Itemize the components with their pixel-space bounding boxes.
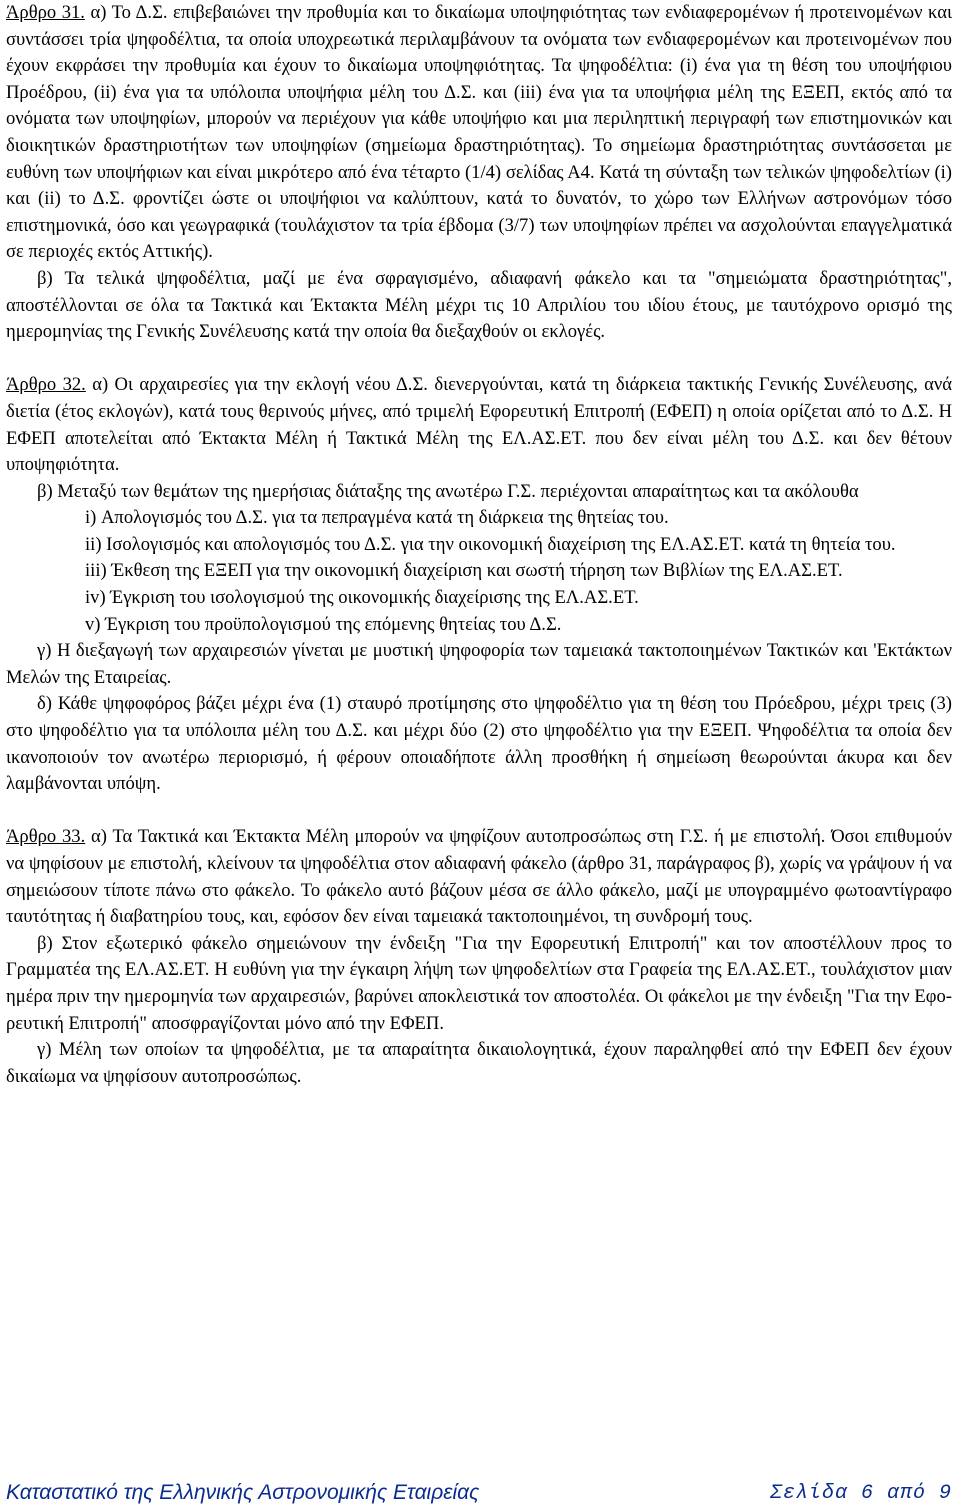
article-32-list-item-3: iii) Έκθεση της ΕΞΕΠ για την οικονομική διαχείριση και σωστή τήρηση των Βιβλίων της ΕΛ.ΑΣ.ΕΤ. (85, 560, 843, 582)
article-32-paragraph-b: β) Μεταξύ των θεμάτων της ημερήσιας διάταξης της ανωτέρω Γ.Σ. περιέχονται απαραίτητως και τα ακόλουθα (37, 480, 859, 502)
article-32-paragraph-a (6, 372, 952, 478)
article-32-text-a: α) Οι αρχαιρεσίες για την εκλογή νέου Δ.Σ. διενεργούνται, κατά τη διάρκεια τακτικής Γενικής Συνέλευσης, ανά διετία (έτος εκλογών), κατά τους θερινούς μήνες, από τριμελή Εφορευτική Επιτροπή (ΕΦΕΠ) η οποία ορίζεται από το Δ.Σ. Η ΕΦΕΠ αποτελείται από Έκτακτα Μέλη ή Τακτικά Μέλη της ΕΛ.ΑΣ.ΕΤ. που δεν είναι μέλη του Δ.Σ. και δεν θέτουν υποψηφιότητα. (6, 374, 952, 476)
spacer (6, 798, 952, 825)
footer-title: Καταστατικό της Ελληνικής Αστρονομικής Εταιρείας (6, 1481, 480, 1504)
article-32-list-item-2: ii) Ισολογισμός και απολογισμός του Δ.Σ. για την οικονομική διαχείριση της ΕΛ.ΑΣ.ΕΤ. κατά τη θητεία του. (85, 533, 896, 555)
spacer (6, 346, 952, 373)
article-32-list-item-5: v) Έγκριση του προϋπολογισμού της επόμενης θητείας του Δ.Σ. (85, 613, 562, 635)
article-33-paragraph-b: β) Στον εξωτερικό φάκελο σημειώνουν την ένδειξη "Για την Εφορευτική Επιτροπή" και τον αποστέλλουν προς το Γραμματέα της ΕΛ.ΑΣ.ΕΤ. Η ευθύνη για την έγκαιρη λήψη των ψηφοδελτίων στα Γραφεία της ΕΛ.ΑΣ.ΕΤ., τουλάχιστον μιαν ημέρα πριν την ημερομηνία των αρχαιρεσιών, βαρύνει αποκλειστικά τον αποστολέα. Οι φάκελοι με την ένδειξη "Για την Εφορευτική Επιτροπή" αποσφραγίζονται μόνο από την ΕΦΕΠ. (6, 932, 952, 1034)
article-31-label: Άρθρο 31. (6, 2, 85, 23)
article-32-paragraph-d: δ) Κάθε ψηφοφόρος βάζει μέχρι ένα (1) σταυρό προτίμησης στο ψηφοδέλτιο για τη θέση του Πρόεδρου, μέχρι τρεις (3) στο ψηφοδέλτιο για τα υπόλοιπα μέλη του Δ.Σ. και μέχρι δύο (2) στο ψηφοδέλτιο για την ΕΞΕΠ. Ψηφοδέλτια τα οποία δεν ικανοποιούν τον ανωτέρω περιορισμό, ή φέρουν οποιαδήποτε άλλη προσθήκη ή σημείωση θεωρούνται άκυρα και δεν λαμβάνονται υπόψη. (6, 693, 952, 795)
article-32-label: Άρθρο 32. (6, 374, 86, 396)
article-32-list-item-1: i) Απολογισμός του Δ.Σ. για τα πεπραγμένα κατά τη διάρκεια της θητείας του. (85, 507, 669, 529)
article-31-text-a: α) Το Δ.Σ. επιβεβαιώνει την προθυμία και το δικαίωμα υποψηφιότητας των ενδιαφερομένων ή προτεινομένων και συντάσσει τρία ψηφοδέλτια, τα οποία υποχρεωτικά περιλαμβάνουν τα ονόματα των ενδιαφερομένων και προτεινομένων που έχουν εκφράσει την προθυμία και έχουν το δικαίωμα υποψηφιότητας. Τα ψηφοδέλτια: (i) ένα για τη θέση του υποψήφιου Προέδρου, (ii) ένα για τα υπόλοιπα υποψήφια μέλη του Δ.Σ. και (iii) ένα για τα υποψήφια μέλη της ΕΞΕΠ, εκτός από τα ονόματα των υποψηφίων, μπορούν να περιέχουν για κάθε υποψήφιο και μια περιληπτική περιγραφή των επιστημονικών και διοικητικών δραστηριοτήτων των υποψηφίων (σημείωμα δραστηριότητας). Το σημείωμα δραστηριότητας συντάσσεται με ευθύνη των υποψήφιων και είναι μικρότερο από ένα τέταρτο (1/4) σελίδας Α4. Κατά τη σύνταξη των τελικών ψηφοδελτίων (i) και (ii) το Δ.Σ. φροντίζει ώστε οι υποψήφιοι να καλύπτουν, κατά το δυνατόν, το χώρο των Ελλήνων αστρονόμων τόσο επιστημονικά, όσο και γεωγραφικά (τουλάχιστον τα τρία έβδομα (3/7) των υποψηφίων πρέπει να ασχολούνται επαγγελματικά σε περιοχές εκτός Αττικής). (6, 2, 952, 263)
article-31-paragraph-b: β) Τα τελικά ψηφοδέλτια, μαζί με ένα σφραγισμένο, αδιαφανή φάκελο και τα "σημειώματα δραστηριότητας", αποστέλλονται σε όλα τα Τακτικά και Έκτακτα Μέλη μέχρι τις 10 Απριλίου του ιδίου έτους, με ταυτόχρονο ορισμό της ημερομηνίας της Γενικής Συνέλευσης κατά την οποία θα διεξαχθούν οι εκλογές. (6, 267, 952, 343)
article-32-paragraph-c: γ) Η διεξαγωγή των αρχαιρεσιών γίνεται με μυστική ψηφοφορία των ταμειακά τακτοποιημένων Τακτικών και 'Εκτάκτων Μελών της Εταιρείας. (6, 640, 952, 688)
article-31-paragraph-a (6, 0, 952, 266)
article-33-text-a: α) Τα Τακτικά και Έκτακτα Μέλη μπορούν να ψηφίζουν αυτοπροσώπως στη Γ.Σ. ή με επιστολή. Όσοι επιθυμούν να ψηφίσουν με επιστολή, κλείνουν τα ψηφοδέλτια στον αδιαφανή φάκελο (άρθρο 31, παράγραφος β), χωρίς να γράψουν ή να σημειώσουν τίποτε πάνω στο φάκελο. Το φάκελο αυτό βάζουν μέσα σε άλλο φάκελο, μαζί με υπογραμμένο φωτοαντίγραφο ταυτότητας ή διαβατηρίου τους, και, εφόσον δεν είναι ταμειακά τακτοποιημένοι, τη συνδρομή τους. (6, 826, 952, 928)
page-footer (6, 1478, 952, 1508)
article-33-paragraph-c: γ) Μέλη των οποίων τα ψηφοδέλτια, με τα απαραίτητα δικαιολογητικά, έχουν παραληφθεί από την ΕΦΕΠ δεν έχουν δικαίωμα να ψηφίσουν αυτοπροσώπως. (6, 1039, 952, 1087)
article-33-label: Άρθρο 33. (6, 826, 86, 848)
article-32-list-item-4: iv) Έγκριση του ισολογισμού της οικονομικής διαχείρισης της ΕΛ.ΑΣ.ΕΤ. (85, 587, 639, 609)
footer-page-number: Σελίδα 6 από 9 (769, 1481, 952, 1505)
article-33-paragraph-a (6, 824, 952, 930)
